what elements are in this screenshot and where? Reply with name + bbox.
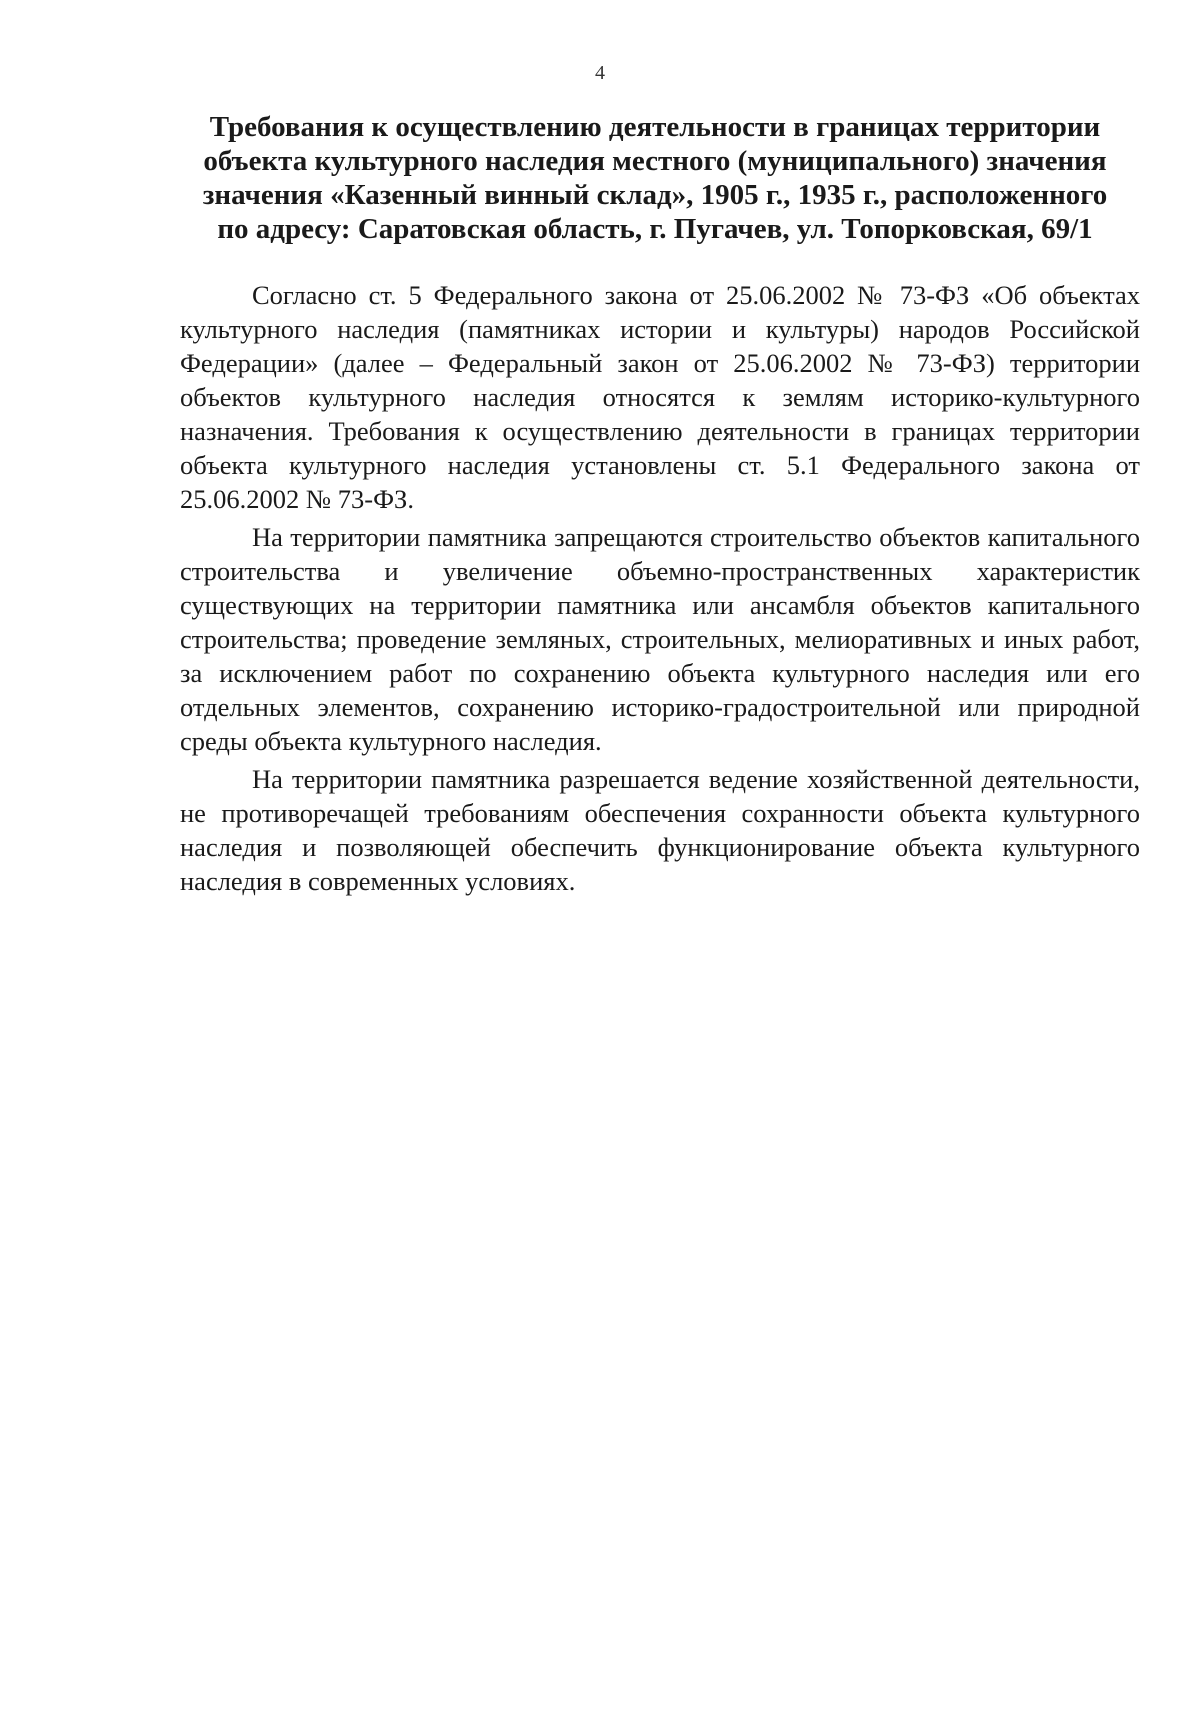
page-number: 4 bbox=[595, 62, 605, 84]
document-body bbox=[180, 278, 1140, 902]
paragraph-prohibitions: На территории памятника запрещаются строительство объектов капитального строительства и увеличение объемно-пространственных характеристик существующих на территории памятника или ансамбля объектов капитального строительства; проведение земляных, строительных, мелиоративных и иных работ, за исключением работ по сохранению объекта культурного наследия или его отдельных элементов, сохранению историко-градостроительной или природной среды объекта культурного наследия. bbox=[180, 522, 1140, 756]
paragraph-legal-basis: Согласно ст. 5 Федерального закона от 25.06.2002 № 73-ФЗ «Об объектах культурного наследия (памятниках истории и культуры) народов Российской Федерации» (далее – Федеральный закон от 25.06.2002 № 73-ФЗ) территории объектов культурного наследия относятся к землям историко-культурного назначения. Требования к осуществлению деятельности в границах территории объекта культурного наследия установлены ст. 5.1 Федерального закона от 25.06.2002 № 73-ФЗ. bbox=[180, 280, 1140, 514]
document-title bbox=[180, 110, 1130, 246]
title-line: объекта культурного наследия местного (муниципального) значения bbox=[203, 145, 1107, 177]
title-line: по адресу: Саратовская область, г. Пугачев, ул. Топорковская, 69/1 bbox=[217, 213, 1093, 245]
title-line: значения «Казенный винный склад», 1905 г., 1935 г., расположенного bbox=[202, 179, 1108, 211]
title-line: Требования к осуществлению деятельности в границах территории bbox=[209, 111, 1101, 143]
paragraph-permissions: На территории памятника разрешается ведение хозяйственной деятельности, не противоречащей требованиям обеспечения сохранности объекта культурного наследия и позволяющей обеспечить функционирование объекта культурного наследия в современных условиях. bbox=[180, 764, 1140, 896]
